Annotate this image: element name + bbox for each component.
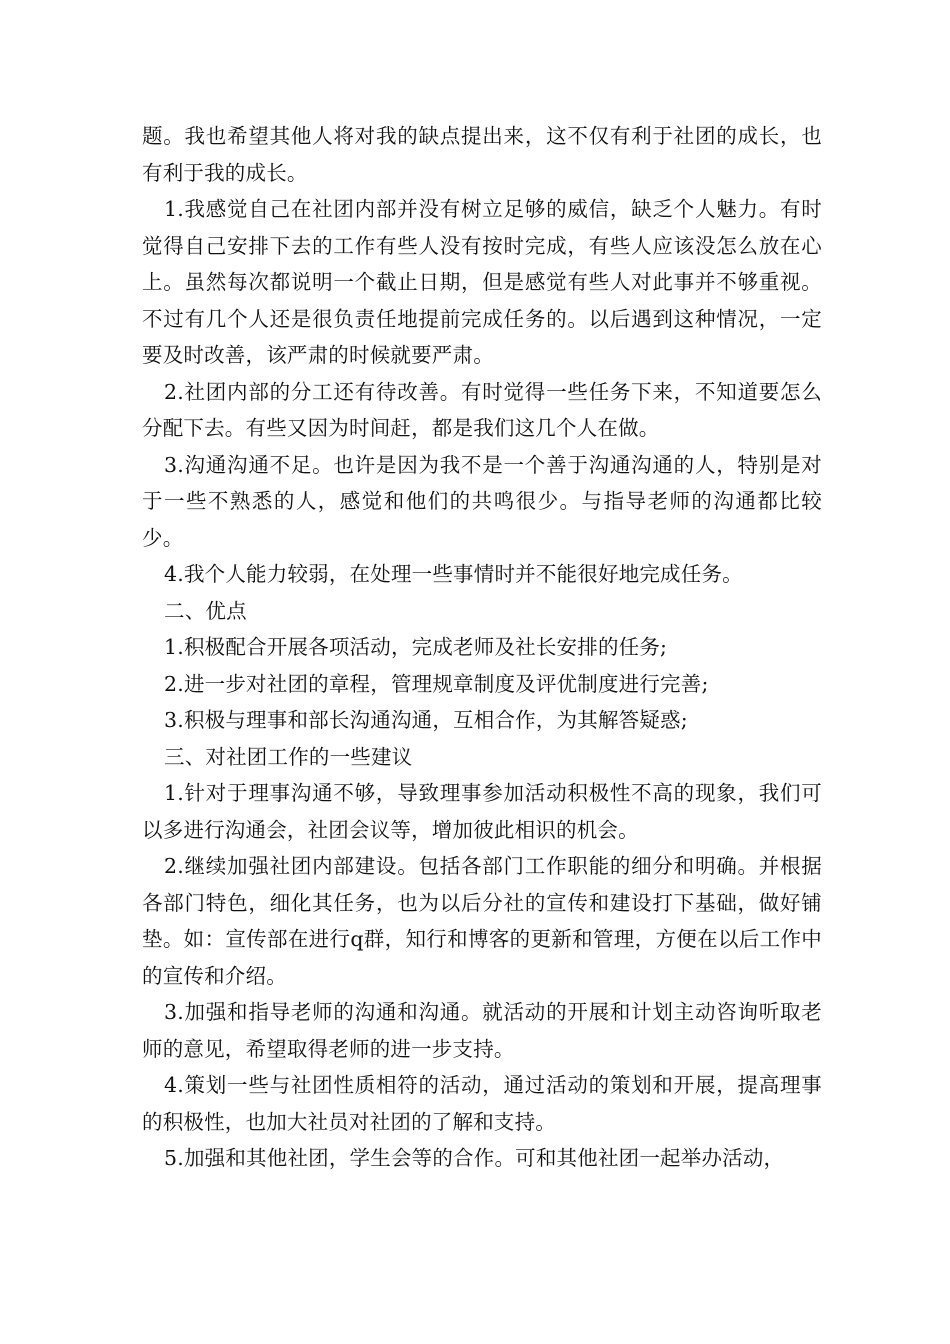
paragraph-suggestion-5: 5.加强和其他社团，学生会等的合作。可和其他社团一起举办活动，: [164, 1146, 785, 1170]
paragraph-strength-1: 1.积极配合开展各项活动，完成老师及社长安排的任务;: [164, 635, 668, 659]
paragraph-weakness-3: 3.沟通沟通不足。也许是因为我不是一个善于沟通沟通的人，特别是对于一些不熟悉的人，感觉和他们的共鸣很少。与指导老师的沟通都比较少。: [142, 452, 822, 550]
paragraph-weakness-2: 2.社团内部的分工还有待改善。有时觉得一些任务下来，不知道要怎么分配下去。有些又因为时间赶，都是我们这几个人在做。: [142, 379, 822, 440]
paragraph-suggestion-1: 1.针对于理事沟通不够，导致理事参加活动积极性不高的现象，我们可以多进行沟通会，社团会议等，增加彼此相识的机会。: [142, 781, 822, 842]
paragraph-continuation: 题。我也希望其他人将对我的缺点提出来，这不仅有利于社团的成长，也有利于我的成长。: [142, 124, 822, 185]
paragraph-weakness-4: 4.我个人能力较弱，在处理一些事情时并不能很好地完成任务。: [164, 562, 743, 586]
paragraph-suggestion-2: 2.继续加强社团内部建设。包括各部门工作职能的细分和明确。并根据各部门特色，细化其任务，也为以后分社的宣传和建设打下基础，做好铺垫。如：宣传部在进行q群，知行和博客的更新和管理，方便在以后工作中的宣传和介绍。: [142, 854, 822, 988]
section-heading-suggestions: 三、对社团工作的一些建议: [164, 744, 413, 769]
document-body: [142, 118, 822, 1177]
paragraph-strength-3: 3.积极与理事和部长沟通沟通，互相合作，为其解答疑惑;: [164, 708, 688, 732]
paragraph-suggestion-3: 3.加强和指导老师的沟通和沟通。就活动的开展和计划主动咨询听取老师的意见，希望取得老师的进一步支持。: [142, 1000, 822, 1061]
paragraph-suggestion-4: 4.策划一些与社团性质相符的活动，通过活动的策划和开展，提高理事的积极性，也加大社员对社团的了解和支持。: [142, 1073, 822, 1134]
paragraph-weakness-1: 1.我感觉自己在社团内部并没有树立足够的威信，缺乏个人魅力。有时觉得自己安排下去的工作有些人没有按时完成，有些人应该没怎么放在心上。虽然每次都说明一个截止日期，但是感觉有些人对此事并不够重视。不过有几个人还是很负责任地提前完成任务的。以后遇到这种情况，一定要及时改善，该严肃的时候就要严肃。: [142, 197, 822, 367]
paragraph-strength-2: 2.进一步对社团的章程，管理规章制度及评优制度进行完善;: [164, 671, 709, 696]
section-heading-strengths: 二、优点: [164, 598, 247, 623]
